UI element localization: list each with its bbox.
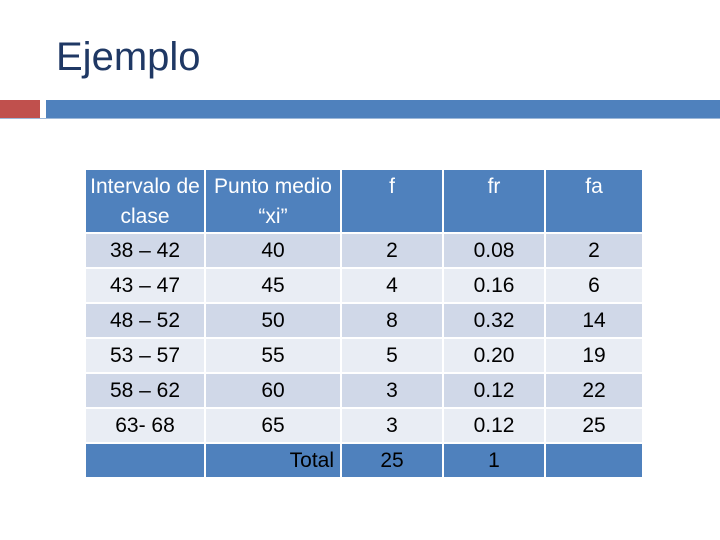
table-header-row [85,169,643,233]
table-row [85,303,643,338]
cell-fr: 0.20 [443,338,545,373]
title-underline [0,118,720,119]
frequency-table [84,168,644,479]
cell-fa: 2 [545,233,643,268]
cell-f: 3 [341,373,443,408]
table-row [85,373,643,408]
cell-punto-medio: 45 [205,268,341,303]
header-f: f [341,169,443,233]
cell-fr: 0.12 [443,373,545,408]
cell-fr: 0.16 [443,268,545,303]
table-row [85,233,643,268]
total-empty-cell [85,443,205,478]
cell-f: 3 [341,408,443,443]
header-fa: fa [545,169,643,233]
table-row [85,268,643,303]
cell-fa: 6 [545,268,643,303]
header-intervalo: Intervalo de clase [85,169,205,233]
cell-punto-medio: 60 [205,373,341,408]
cell-intervalo: 53 – 57 [85,338,205,373]
cell-f: 4 [341,268,443,303]
cell-intervalo: 43 – 47 [85,268,205,303]
title-accent-red-bar [0,100,40,118]
title-accent-blue-bar [46,100,720,118]
cell-fa: 25 [545,408,643,443]
cell-fa: 19 [545,338,643,373]
cell-fr: 0.32 [443,303,545,338]
total-fa-empty [545,443,643,478]
total-label: Total [205,443,341,478]
cell-punto-medio: 55 [205,338,341,373]
total-f: 25 [341,443,443,478]
cell-fa: 14 [545,303,643,338]
cell-fa: 22 [545,373,643,408]
header-punto-medio: Punto medio “xi” [205,169,341,233]
cell-fr: 0.08 [443,233,545,268]
cell-intervalo: 38 – 42 [85,233,205,268]
table-row [85,408,643,443]
cell-intervalo: 63- 68 [85,408,205,443]
cell-intervalo: 48 – 52 [85,303,205,338]
header-fr: fr [443,169,545,233]
total-fr: 1 [443,443,545,478]
cell-punto-medio: 65 [205,408,341,443]
table-total-row [85,443,643,478]
cell-punto-medio: 50 [205,303,341,338]
table-row [85,338,643,373]
cell-fr: 0.12 [443,408,545,443]
cell-f: 2 [341,233,443,268]
cell-f: 5 [341,338,443,373]
cell-punto-medio: 40 [205,233,341,268]
cell-f: 8 [341,303,443,338]
cell-intervalo: 58 – 62 [85,373,205,408]
slide-title: Ejemplo [56,35,201,79]
